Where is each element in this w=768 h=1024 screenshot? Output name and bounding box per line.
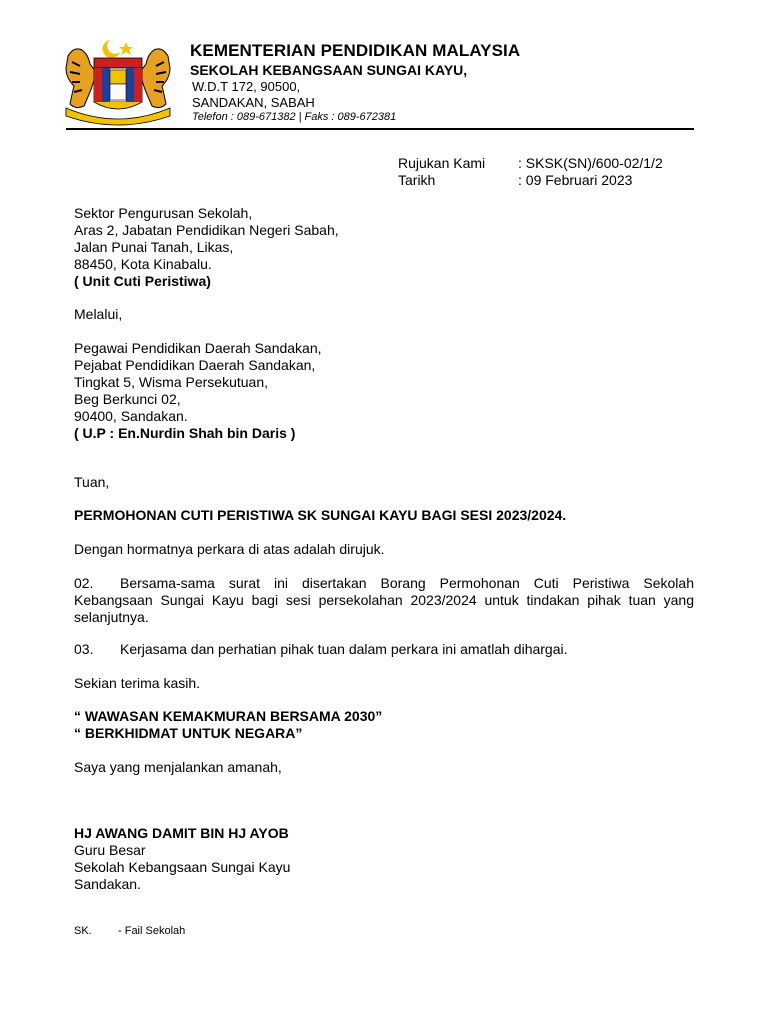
reference-value: : SKSK(SN)/600-02/1/2 [518, 155, 663, 171]
via-line: Beg Berkunci 02, [74, 391, 181, 407]
paragraph-text: Bersama-sama surat ini disertakan Borang Permohonan Cuti Peristiwa Sekolah Kebangsaan Sungai Kayu bagi sesi persekolahan 2023/2024 untuk tindakan pihak tuan yang selanjutnya. [74, 575, 694, 625]
signatory-school: Sekolah Kebangsaan Sungai Kayu [74, 859, 291, 875]
recipient-line: Sektor Pengurusan Sekolah, [74, 205, 253, 221]
signatory-name: HJ AWANG DAMIT BIN HJ AYOB [74, 825, 289, 841]
letterhead [190, 42, 520, 123]
recipient-line: Jalan Punai Tanah, Likas, [74, 239, 234, 255]
recipient-unit: ( Unit Cuti Peristiwa) [74, 273, 211, 289]
via-attention: ( U.P : En.Nurdin Shah bin Daris ) [74, 425, 296, 441]
malaysia-coat-of-arms-icon [60, 36, 176, 126]
ministry-name: KEMENTERIAN PENDIDIKAN MALAYSIA [190, 41, 521, 60]
signatory-place: Sandakan. [74, 876, 141, 892]
school-address-line-1: W.D.T 172, 90500, [192, 79, 301, 94]
recipient-line: 88450, Kota Kinabalu. [74, 256, 212, 272]
motto-2: “ BERKHIDMAT UNTUK NEGARA” [74, 725, 303, 741]
via-address [74, 340, 322, 442]
signatory-title: Guru Besar [74, 842, 146, 858]
opening-sentence: Dengan hormatnya perkara di atas adalah dirujuk. [74, 541, 385, 557]
paragraph-2 [74, 575, 694, 626]
school-name: SEKOLAH KEBANGSAAN SUNGAI KAYU, [190, 62, 468, 78]
signature-block [74, 825, 290, 893]
footer-copy: - Fail Sekolah [118, 925, 186, 937]
reference-label: Rujukan Kami [398, 155, 486, 171]
footer-sk: SK. [74, 925, 92, 937]
via-line: Tingkat 5, Wisma Persekutuan, [74, 374, 269, 390]
date-label: Tarikh [398, 172, 436, 188]
recipient-line: Aras 2, Jabatan Pendidikan Negeri Sabah, [74, 222, 339, 238]
via-line: Pegawai Pendidikan Daerah Sandakan, [74, 340, 322, 356]
paragraph-text: Kerjasama dan perhatian pihak tuan dalam perkara ini amatlah dihargai. [120, 641, 568, 657]
via-label: Melalui, [74, 306, 123, 322]
recipient-address [74, 205, 339, 290]
closing: Sekian terima kasih. [74, 675, 201, 691]
header-divider [66, 128, 694, 130]
motto-1: “ WAWASAN KEMAKMURAN BERSAMA 2030” [74, 708, 383, 724]
paragraph-3 [74, 641, 694, 658]
salutation: Tuan, [74, 474, 110, 490]
school-address-line-2: SANDAKAN, SABAH [192, 95, 315, 110]
paragraph-number: 02. [74, 575, 94, 591]
via-line: 90400, Sandakan. [74, 408, 188, 424]
letter-subject: PERMOHONAN CUTI PERISTIWA SK SUNGAI KAYU BAGI SESI 2023/2024. [74, 507, 567, 523]
school-contact: Telefon : 089-671382 | Faks : 089-672381 [192, 111, 397, 123]
via-line: Pejabat Pendidikan Daerah Sandakan, [74, 357, 316, 373]
sign-off: Saya yang menjalankan amanah, [74, 759, 282, 775]
date-value: : 09 Februari 2023 [518, 172, 633, 188]
paragraph-number: 03. [74, 641, 94, 657]
